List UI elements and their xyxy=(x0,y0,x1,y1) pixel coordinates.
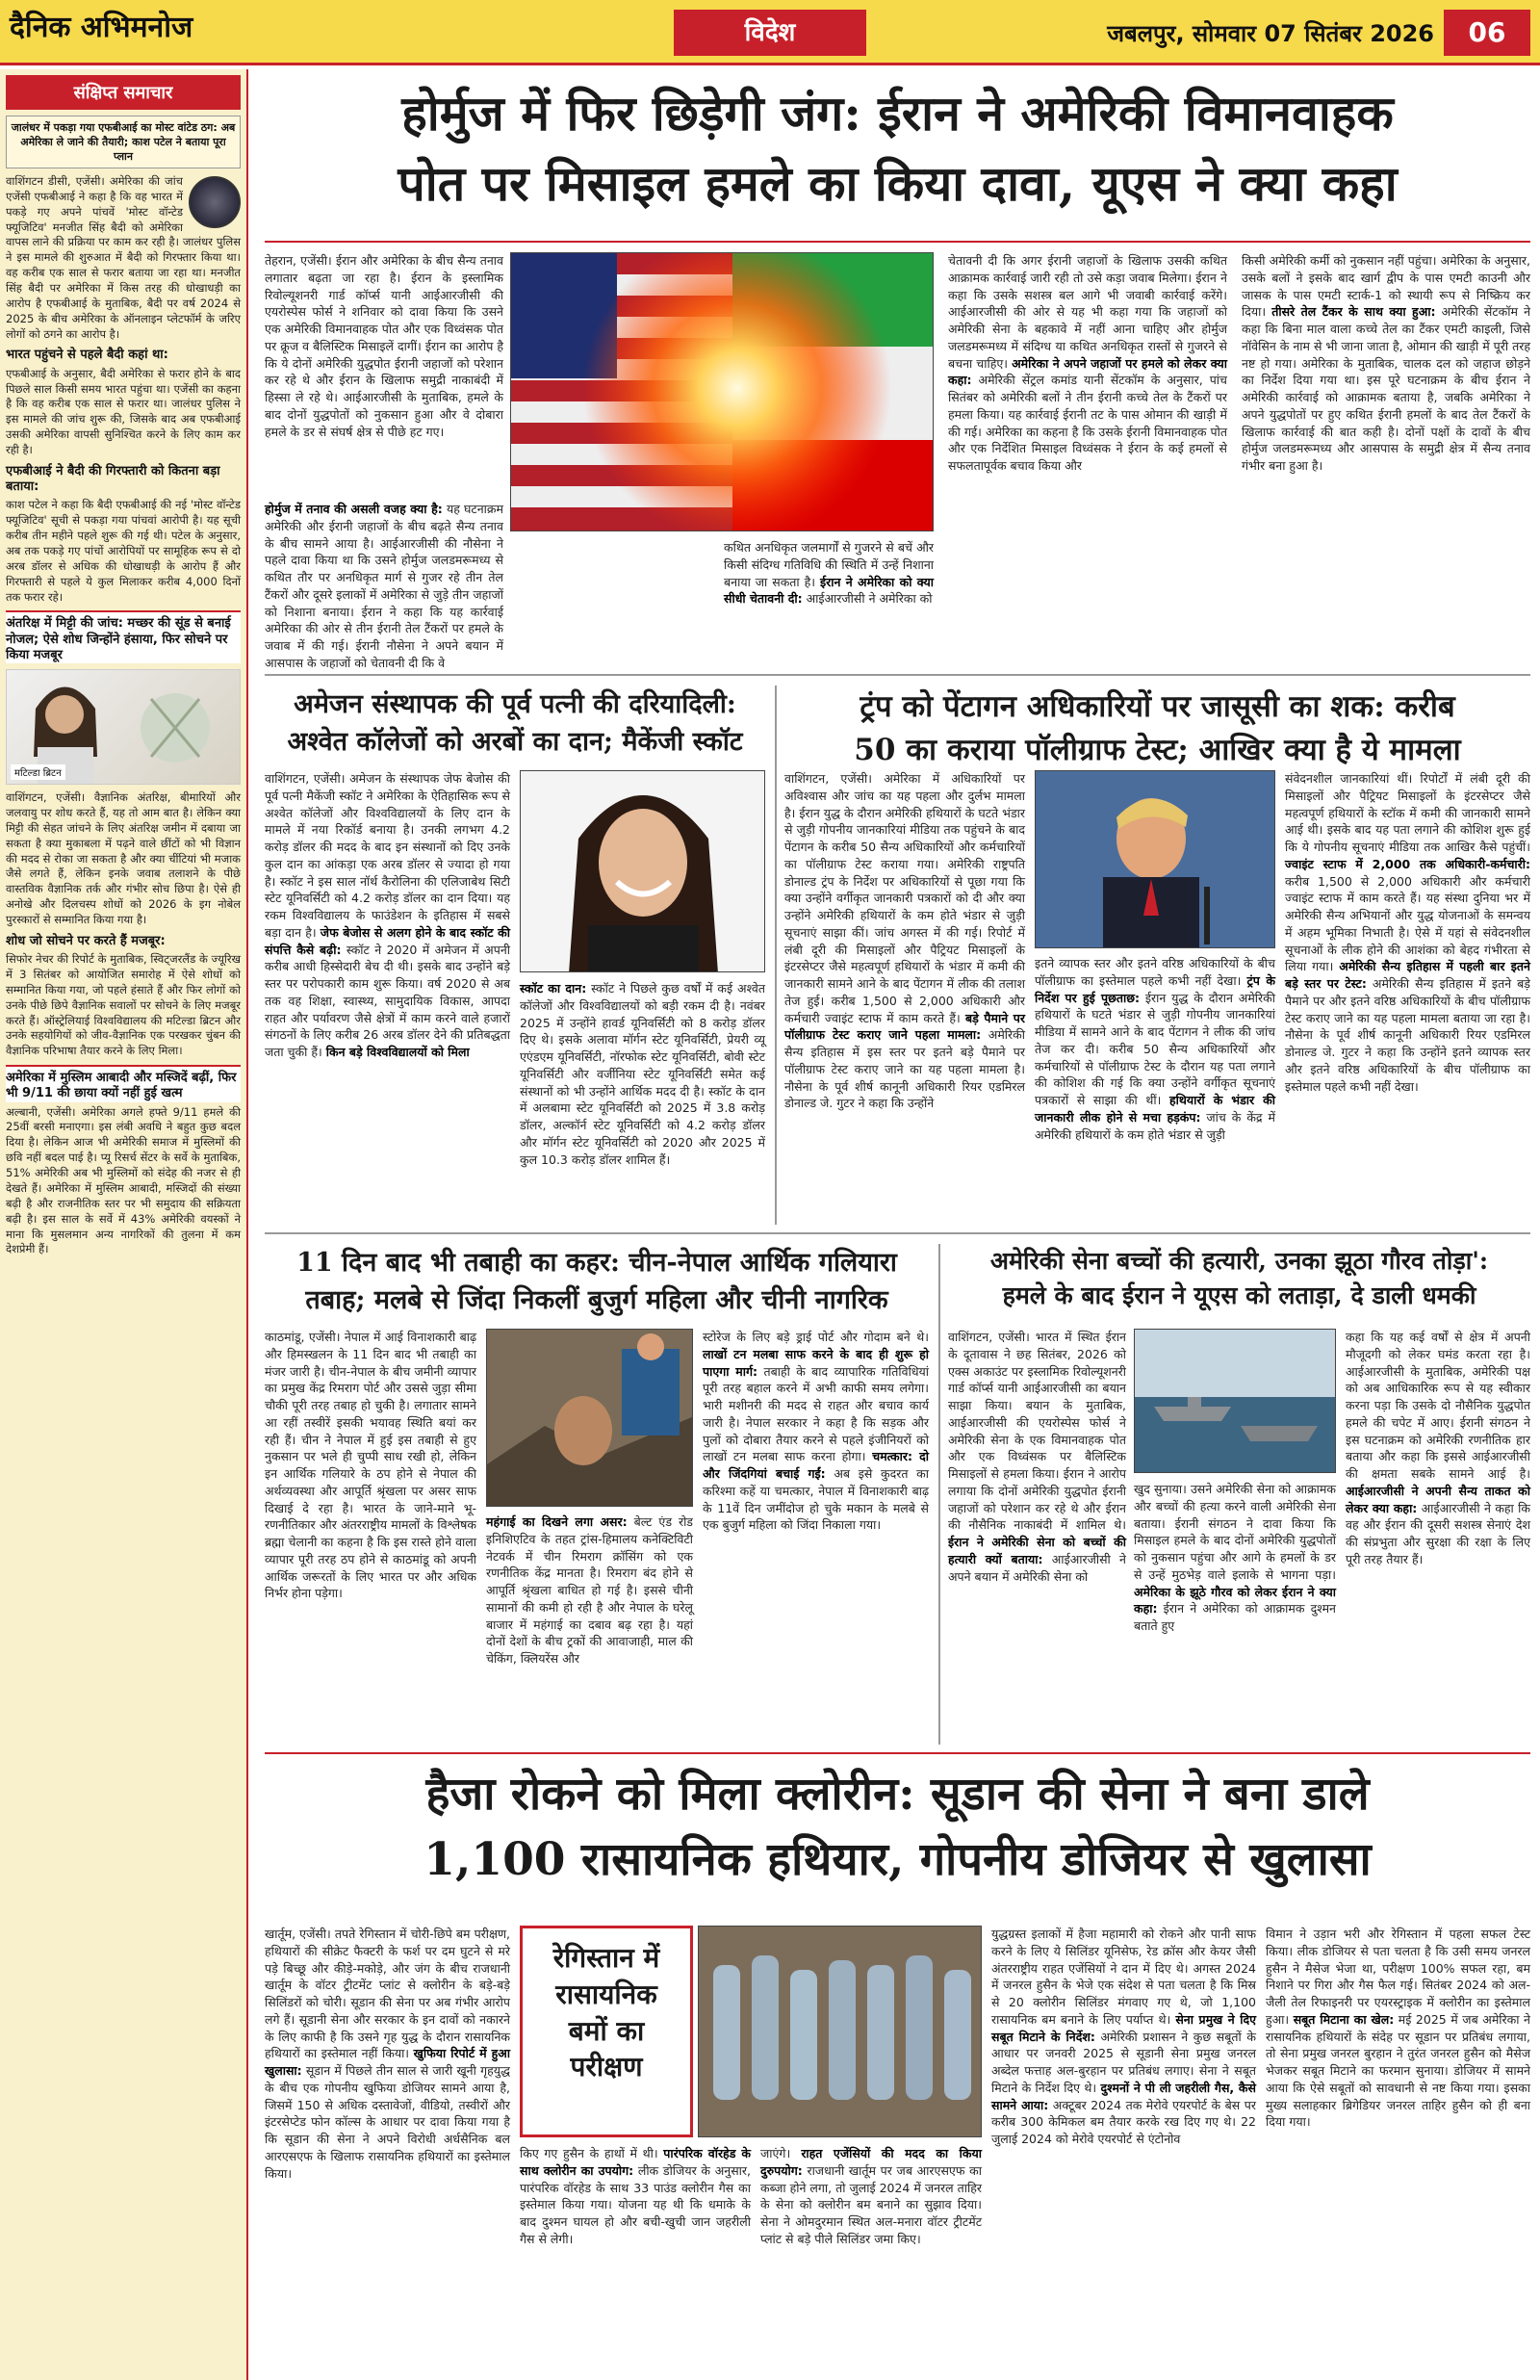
brief-intro-headline: जालंधर में पकड़ा गया एफबीआई का मोस्ट वांटेड ठग: अब अमेरिका ले जाने की तैयारी; काश पटेल ने बताया पूरा प्लान xyxy=(6,116,241,168)
mackenzie-col2: स्कॉट ने पिछले कुछ वर्षों में कई अश्वेत कॉलेजों और विश्वविद्यालयों को बड़ी रकम दी है। नवंबर 2025 में उन्होंने हावर्ड यूनिवर्सिटी को 8 करोड़ डॉलर दिए थे। इसके अलावा मॉर्गन स्टेट यूनिवर्सिटी, प्रेयरी व्यू एएंडएम यूनिवर्सिटी, नॉरफोक स्टेट यूनिवर्सिटी, बोवी स्टेट यूनिवर्सिटी और वर्जीनिया स्टेट यूनिवर्सिटी समेत कई संस्थानों को भी उन्होंने आर्थिक मदद दी है। स्कॉट के दान में अलबामा स्टेट यूनिवर्सिटी को 2025 में 3.8 करोड़ डॉलर, अल्कॉर्न स्टेट यूनिवर्सिटी को 4.2 करोड़ डॉलर और मॉर्गन स्टेट यूनिवर्सिटी को 2020 और 2025 में कुल 10.3 करोड़ डॉलर शामिल हैं। xyxy=(520,981,765,1167)
brief-headline: अंतरिक्ष में मिट्टी की जांच: मच्छर की सूंड से बनाई नोजल; ऐसे शोध जिन्होंने हंसाया, फिर सोचने पर किया मजबूर xyxy=(6,610,241,663)
trump-col2c: जांच के केंद्र में अमेरिकी हथियारों के कम होते भंडार से जुड़ी xyxy=(1035,1109,1275,1142)
trump-subhead: हथियारों के भंडार की जानकारी लीक होने से मचा हड़कंप: xyxy=(1035,1093,1275,1125)
nepal-subhead: महंगाई का दिखने लगा असर: xyxy=(486,1514,628,1529)
trump-col1-wrap xyxy=(784,770,1025,1112)
nepal-subhead: चमत्कार: दो और जिंदगियां बचाई गईं: xyxy=(703,1449,929,1481)
divider xyxy=(265,674,1530,676)
lead-col3-wrap xyxy=(948,252,1227,475)
nepal-rescue-photo xyxy=(486,1329,693,1507)
divider xyxy=(265,241,1530,243)
lead-col1b-wrap xyxy=(265,501,503,672)
explosion-icon xyxy=(583,253,891,531)
trump-subhead: बड़े पैमाने पर पॉलीग्राफ टेस्ट कराए जाने पहला मामला: xyxy=(784,1010,1025,1043)
sudan-subhead: राहत एजेंसियों की मदद का किया दुरुपयोग: xyxy=(760,2146,982,2178)
fingerprint-icon xyxy=(189,176,241,228)
brief-body: सिफोर नेचर की रिपोर्ट के मुताबिक, स्विट्जरलैंड के ज्यूरिख में 3 सितंबर को आयोजित समारोह में ऐसे शोधों को सम्मानित किया गया, जो पहले हंसाते हैं और फिर लोगों को उनके पीछे छिपे वैज्ञानिक सवालों पर सोचने के लिए मजबूर करते हैं। ऑस्ट्रेलियाई विश्वविद्यालय की मटिल्डा ब्रिटन और उनके सहयोगियों को जीव-वैज्ञानिक एक परखकर चुंबन की वैज्ञानिक परिभाषा तैयार करने के लिए मिला। xyxy=(6,952,241,1058)
dateline: जबलपुर, सोमवार 07 सितंबर 2026 xyxy=(1107,20,1434,47)
lead-col2b: आईआरजीसी ने अमेरिका को xyxy=(806,591,933,607)
trump-col1: वाशिंगटन, एजेंसी। अमेरिका में अधिकारियों पर अविश्वास और जांच का यह पहला और दुर्लभ मामला है। ईरान युद्ध के दौरान अमेरिकी हथियारों के घटते भंडार से जुड़ी गोपनीय जानकारियां मीडिया तक पहुंचने के बाद पेंटागन के करीब 50 सैन्य अधिकारियों और कर्मचारियों का पॉलीग्राफ टेस्ट कराया गया। अमेरिकी राष्ट्रपति डोनाल्ड ट्रंप के निर्देश पर अधिकारियों से पूछा गया कि क्या उन्होंने वर्गीकृत जानकारी पत्रकारों को दी और क्या उन्होंने अमेरिकी हथियारों के कम होते भंडार से जुड़ी सूचनाएं साझा कीं। जांच अगस्त में की गई। रिपोर्ट में लंबी दूरी की मिसाइलों और पैट्रियट मिसाइलों के इंटरसेप्टर जैसे महत्वपूर्ण हथियारों के भंडार में कमी की जानकारी सामने आने के बाद पेंटागन में लीक की तलाश तेज हुई। करीब 1,500 से 2,000 अधिकारी और कर्मचारी ज्वाइंट स्टाफ में काम करते हैं। xyxy=(784,771,1025,1025)
trump-headline-line1: ट्रंप को पेंटागन अधिकारियों पर जासूसी का शक: करीब xyxy=(860,689,1455,724)
divider xyxy=(938,1244,940,1745)
sudan-col1b: सूडान में पिछले तीन साल से जारी खूनी गृहयुद्ध के बीच एक गोपनीय खुफिया डोजियर सामने आया है, जिसमें 150 से अधिक दस्तावेजों, वीडियो, तस्वीरों और इंटरसेप्टेड फोन कॉल्स के आधार पर दावा किया गया है कि सूडान की सेना ने अपने विरोधी अर्धसैनिक बल आरएसएफ के खिलाफ रासायनिक हथियारों का इस्तेमाल किया। xyxy=(265,2063,510,2181)
portrait-caption: मटिल्डा ब्रिटन xyxy=(11,764,65,780)
lead-col1: तेहरान, एजेंसी। ईरान और अमेरिका के बीच सैन्य तनाव लगातार बढ़ता जा रहा है। ईरान के इस्लामिक रिवोल्यूशनरी गार्ड कॉर्प्स यानी आईआरजीसी की एयरोस्पेस फोर्स ने शनिवार को दावा किया कि उसने एक अमेरिकी विमानवाहक पोत और एक विध्वंसक पोत पर क्रूज व बैलिस्टिक मिसाइलें दागीं। ईरान का आरोप है कि ये दोनों अमेरिकी युद्धपोत ईरानी जहाजों को परेशान कर रहे थे और ईरान के खिलाफ समुद्री नाकाबंदी में हिस्सा ले रहे थे। आईआरजीसी के मुताबिक, हमले के बाद दोनों युद्धपोतों को नुकसान हुआ और वे दोबारा हमले के डर से संघर्ष क्षेत्र से पीछे हट गए। xyxy=(265,253,503,439)
iran-col1-wrap xyxy=(948,1329,1126,1585)
nepal-col1: काठमांडू, एजेंसी। नेपाल में आई विनाशकारी बाढ़ और हिमस्खलन के 11 दिन बाद भी तबाही का मंजर जारी है। चीन-नेपाल के बीच जमीनी व्यापार का प्रमुख केंद्र रिमराग पोर्ट और उससे जुड़ा सीमा चौकी पूरी तरह तबाह हो चुकी है। लगातार सामने आ रहीं तस्वीरें इसकी भयावह स्थिति बयां कर रही हैं। चीन ने नेपाल में हुई इस तबाही से हुए नुकसान पर भले ही चुप्पी साध रखी हो, लेकिन इन आर्थिक गलियारे के ठप होने से नेपाल की अर्थव्यवस्था और आपूर्ति श्रृंखला पर असर साफ दिखाई दे रहा है। भारत के जाने-माने भू-रणनीतिकार और अंतरराष्ट्रीय मामलों के विश्लेषक ब्रह्मा चेलानी का कहना है कि इस रास्ते होने वाला व्यापार पूरी तरह ठप होने से काठमांडू को अपनी आर्थिक जरूरतों के लिए भारत पर और अधिक निर्भर होना पड़ेगा। xyxy=(265,1330,476,1601)
trump-subhead: अमेरिकी सैन्य इतिहास में पहली बार इतने बड़े स्तर पर टेस्ट: xyxy=(1285,959,1530,991)
sudan-subhead: दुश्मनों ने पी ली जहरीली गैस, कैसे सामने आया: xyxy=(991,2080,1256,2112)
section-label: विदेश xyxy=(674,10,866,56)
trump-col3-wrap xyxy=(1285,770,1530,1095)
trump-col3b: करीब 1,500 से 2,000 अधिकारी और कर्मचारी ज्वाइंट स्टाफ में काम करते हैं। यह संस्था दुनिया भर में अमेरिकी सैन्य अभियानों और युद्ध योजनाओं के समन्वय में अहम भूमिका निभाती है। ऐसे में यहां से संवेदनशील सूचनाओं के लीक होने की आशंका को बेहद गंभीरता से लिया गया। xyxy=(1285,873,1530,974)
trump-subhead: ज्वाइंट स्टाफ में 2,000 तक अधिकारी-कर्मचारी: xyxy=(1285,856,1530,871)
mackenzie-col1-wrap xyxy=(265,770,510,1061)
lead-col3b: अमेरिकी सेंट्रल कमांड यानी सेंटकॉम के अनुसार, पांच सितंबर को अमेरिकी बलों ने तीन ईरानी कच्चे तेल के टैंकरों पर हमला किया। यह कार्रवाई ईरानी तट के पास ओमान की खाड़ी में की गई। अमेरिका का कहना है कि उसके ईरानी विमानवाहक पोत और एक निर्देशित मिसाइल विध्वंसक ने ईरान के कई हमलों से सफलतापूर्वक बचाव किया और xyxy=(948,373,1227,473)
iran-col3b: आईआरजीसी ने कहा कि वह और ईरान की दूसरी सशस्त्र सेनाएं देश की संप्रभुता और सुरक्षा की रक्षा के लिए पूरी तरह तैयार हैं। xyxy=(1346,1500,1530,1566)
lead-subhead: होर्मुज में तनाव की असली वजह क्या है: xyxy=(265,502,443,516)
nepal-col2-wrap xyxy=(486,1513,693,1668)
page-number: 06 xyxy=(1444,10,1530,56)
lead-photo-flags xyxy=(510,252,934,531)
nepal-headline-line1: 11 दिन बाद भी तबाही का कहर: चीन-नेपाल आर्थिक गलियारा xyxy=(296,1248,897,1278)
sudan-col4c: अक्टूबर 2024 तक मेरोवे एयरपोर्ट के बेस पर करीब 300 केमिकल बम तैयार करके रख दिए गए थे। 22 जुलाई 2024 को मेरोवे एयरपोर्ट से एंटोनोव xyxy=(991,2097,1256,2146)
lead-subhead: ईरान ने अमेरिका को क्या सीधी चेतावनी दी: xyxy=(724,574,934,607)
trump-col2: इतने व्यापक स्तर और इतने वरिष्ठ अधिकारियों के बीच पॉलीग्राफ का इस्तेमाल पहले कभी नहीं देखा। xyxy=(1035,956,1275,988)
lead-col3: चेतावनी दी कि अगर ईरानी जहाजों के खिलाफ उसकी कथित आक्रामक कार्रवाई जारी रही तो उसे कड़ा जवाब मिलेगा। ईरान ने कहा कि उसके सशस्त्र बल आगे भी जवाबी कार्रवाई करेंगे। आईआरजीसी की ओर से यह भी कहा गया कि जहाजों को अमेरिकी सेना के बहकावे में नहीं आना चाहिए और होर्मुज जलडमरूमध्य में संदिग्ध या कथित अनधिकृत रास्तों से गुजरने से बचना चाहिए। xyxy=(948,253,1227,371)
divider xyxy=(265,1752,1530,1754)
brief-subhead: शोध जो सोचने पर करते हैं मजबूर: xyxy=(6,933,166,948)
mackenzie-subhead: स्कॉट का दान: xyxy=(520,981,587,996)
portrait-figure xyxy=(521,771,765,972)
sudan-subhead: सेना प्रमुख ने दिए सबूत मिटाने के निर्देश: xyxy=(991,2011,1257,2044)
sudan-col4-wrap xyxy=(991,1926,1256,2148)
lead-headline-line1: होर्मुज में फिर छिड़ेगी जंग: ईरान ने अमेरिकी विमानवाहक xyxy=(401,85,1394,142)
sudan-headline-line2: 1,100 रासायनिक हथियार, गोपनीय डोजियर से खुलासा xyxy=(424,1833,1372,1887)
sudan-col3b: राजधानी खार्तूम पर जब आरएसएफ का कब्जा होने लगा, तो जुलाई 2024 में जनरल ताहिर के सेना को क्लोरीन बम बनाने का सुझाव दिया। सेना ने ओमदुरमान स्थित अल-मनारा वॉटर ट्रीटमेंट प्लांट से बड़े पीले सिलिंडर जमा किए। xyxy=(760,2162,982,2246)
sudan-col1-wrap xyxy=(265,1926,510,2182)
mackenzie-photo xyxy=(520,770,765,972)
sudan-col5: विमान ने उड़ान भरी और रेगिस्तान में पहला सफल टेस्ट किया। लीक डोजियर से पता चलता है कि उसी समय जनरल हुसैन ने मैसेज भेजा था, परीक्षण 100% सफल रहा, बम निशाने पर गिरा और गैस फैल गई। सितंबर 2024 को अल-जैली तेल रिफाइनरी पर एयरस्ट्राइक में क्लोरीन का इस्तेमाल हुआ। xyxy=(1266,1927,1530,2027)
brief-body: वाशिंगटन डीसी, एजेंसी। अमेरिका की जांच एजेंसी एफबीआई ने कहा है कि वह भारत में पकड़े गए अपने पांचवें 'मोस्ट वॉन्टेड फ्यूजिटिव' मनजीत सिंह बैदी को अमेरिका वापस लाने की प्रक्रिया पर काम कर रही है। जालंधर पुलिस ने इस मामले की शुरुआत में बैदी को गिरफ्तार किया था। वह करीब एक साल से फरार बताया जा रहा था। मनजीत सिंह बैदी पर अमेरिका में किस तरह की धोखाधड़ी का आरोप है एफबीआई के मुताबिक, बैदी पर वर्ष 2024 से 2025 के बीच अमेरिका के ऑनलाइन प्लेटफॉर्म के जरिए लोगों को ठगने का आरोप है। xyxy=(6,174,241,341)
brief-body: अल्बानी, एजेंसी। अमेरिका अगले हफ्ते 9/11 हमले की 25वीं बरसी मनाएगा। इस लंबी अवधि ने बहुत कुछ बदल दिया है। लेकिन आज भी अमेरिकी समाज में मुस्लिमों की छवि नहीं बदल पाई है। प्यू रिसर्च सेंटर के सर्वे के मुताबिक, 51% अमेरिकी अब भी मुस्लिमों को संदेह की नजर से ही देखते हैं। अमेरिका में मुस्लिम आबादी, मस्जिदों की संख्या बढ़ी है और राजनीतिक स्तर पर भी समुदाय की सक्रियता बढ़ी है। इस साल के सर्वे में 43% अमेरिकी वयस्कों ने माना कि मुसलमान अन्य नागरिकों की तुलना में कम देशप्रेमी हैं। xyxy=(6,1104,241,1256)
iran-col2b: ईरान ने अमेरिका को आक्रामक दुश्मन बताते हुए xyxy=(1134,1601,1336,1633)
iran-col3: कहा कि यह कई वर्षों से क्षेत्र में अपनी मौजूदगी को लेकर घमंड करता रहा है। आईआरजीसी के मुताबिक, अमेरिकी पक्ष को अब आधिकारिक रूप से यह स्वीकार करना पड़ा कि उसके दो नौसैनिक युद्धपोत हमले की चपेट में आए। ईरानी संगठन ने इस घटनाक्रम को अमेरिकी रणनीतिक हार बताया और कहा कि इससे आईआरजीसी की क्षमता सबके सामने आई है। xyxy=(1346,1330,1530,1481)
nepal-col3b: तबाही के बाद व्यापारिक गतिविधियां पूरी तरह बहाल करने में अभी काफी समय लगेगा। भारी मशीनरी की मदद से राहत और बचाव कार्य जारी है। नेपाल सरकार ने कहा है कि सड़क और पुलों को दोबारा तैयार करने से पहले इंजीनियरों को लाखों टन मलबा साफ करना होगा। xyxy=(703,1363,929,1464)
speaker-figure xyxy=(1036,771,1275,948)
sudan-headline xyxy=(265,1762,1530,1893)
sudan-col4: युद्धग्रस्त इलाकों में हैजा महामारी को रोकने और पानी साफ करने के लिए ये सिलिंडर यूनिसेफ, रेड क्रॉस और केयर जैसी अंतरराष्ट्रीय राहत एजेंसियों ने दान में दिए थे। अगस्त 2024 में जनरल हुसैन के भेजे एक संदेश से पता चलता है कि मिस्र से 20 क्लोरीन सिलिंडर मंगवाए गए थे, जो 1,100 रासायनिक बम बनाने के लिए पर्याप्त थे। xyxy=(991,1927,1256,2027)
brief-body: वाशिंगटन, एजेंसी। वैज्ञानिक अंतरिक्ष, बीमारियों और जलवायु पर शोध करते हैं, यह तो आम बात है। लेकिन क्या मिट्टी की सेहत जांचने के लिए अंतरिक्ष जमीन में दबाया जा सकता है क्या मुकाबला में पढ़ने वाले छींटों को भी विज्ञान की मदद से रोका जा सकता है और क्या चींटियां भी मजाक जैसे लगते हैं, लेकिन इनके जवाब तलाशने के पीछे वास्तविक वैज्ञानिक तर्क और गंभीर सोच छिपा है। ऐसे ही अनोखे और दिलचस्प शोधों को 2026 के इग नोबेल पुरस्कारों से सम्मानित किया गया है। xyxy=(6,790,241,926)
iran-col3-wrap xyxy=(1346,1329,1530,1568)
briefs-column xyxy=(0,69,248,2380)
mackenzie-headline-line1: अमेजन संस्थापक की पूर्व पत्नी की दरियादिली: xyxy=(294,689,736,719)
brief-body: काश पटेल ने कहा कि बैदी एफबीआई की नई 'मोस्ट वॉन्टेड फ्यूजिटिव' सूची से पकड़ा गया पांचवां आरोपी है। यह सूची करीब तीन महीने पहले शुरू की गई थी। पटेल के अनुसार, अब तक पकड़े गए पांचों आरोपियों पर सामूहिक रूप से दो अरब डॉलर से अधिक की धोखाधड़ी के आरोप हैं और गिरफ्तारी से पहले ये कुल मिलाकर करीब 4,000 दिनों तक फरार रहे। xyxy=(6,498,241,604)
trump-headline-line2: 50 का कराया पॉलीग्राफ टेस्ट; आखिर क्या है ये मामला xyxy=(854,732,1461,767)
divider xyxy=(265,1232,1530,1234)
sudan-subhead: खुफिया रिपोर्ट में हुआ खुलासा: xyxy=(265,2046,510,2078)
sudan-col2-wrap xyxy=(520,2145,751,2248)
iran-subhead: ईरान ने अमेरिकी सेना को बच्चों की हत्यारी क्यों बताया: xyxy=(948,1535,1126,1566)
iran-headline-line1: अमेरिकी सेना बच्चों की हत्यारी, उनका झूठा गौरव तोड़ा': xyxy=(989,1247,1489,1275)
sudan-subhead: पारंपरिक वॉरहेड के साथ क्लोरीन का उपयोग: xyxy=(520,2146,751,2178)
ships-at-sea-image xyxy=(1135,1330,1336,1473)
mackenzie-headline-line2: अश्वेत कॉलेजों को अरबों का दान; मैकेंजी स्कॉट xyxy=(287,727,743,758)
sudan-bombs-photo xyxy=(698,1926,982,2137)
sudan-col5-wrap xyxy=(1266,1926,1530,2131)
lead-subhead: अमेरिका ने अपने जहाजों पर हमले को लेकर क्या कहा: xyxy=(948,355,1227,388)
flag-explosion-image xyxy=(511,253,934,531)
trump-subhead: ट्रंप के निर्देश पर हुई पूछताछ: xyxy=(1035,972,1275,1005)
brief-subhead: भारत पहुंचने से पहले बैदी कहां था: xyxy=(6,348,168,363)
brief-headline: अमेरिका में मुस्लिम आबादी और मस्जिदें बढ़ीं, फिर भी 9/11 की छाया क्यों नहीं हुई खत्म xyxy=(6,1065,241,1102)
sudan-col5b: मई 2025 में जब अमेरिका ने रासायनिक हथियारों के संदेह पर सूडान पर प्रतिबंध लगाया, तो सेना प्रमुख जनरल बुरहान ने तुरंत जनरल हुसैन को मैसेज भेजकर सबूत मिटाने का फरमान सुनाया। डोजियर में सामने आया कि ऐसे सबूतों को सावधानी से नष्ट किया गया। इसका मुख्य सलाहकार ब्रिगेडियर जनरल ताहिर हुसैन को ही बना दिया गया। xyxy=(1266,2011,1530,2130)
lead-col4b: अमेरिकी सेंटकॉम ने कहा कि बिना माल वाला कच्चे तेल का टैंकर एमटी काइली, जिसे नॉवेसिन के नाम से भी जाना जाता है, ओमान की खाड़ी में पूरी तरह नष्ट हो गया। अमेरिका के मुताबिक, चालक दल को जहाज छोड़ने का निर्देश दिया गया था। इस पूरे घटनाक्रम के बीच ईरान ने अमेरिकी कार्रवाई को आक्रामक बताया है, जबकि अमेरिका ने अपने युद्धपोतों पर हुए कथित ईरानी हमलों के बाद तेल टैंकरों के खिलाफ कार्रवाई की बात कही है। दोनों पक्षों के दावों के बीच होर्मुज जलडमरूमध्य और आसपास के समुद्री क्षेत्र में सैन्य तनाव गंभीर बना हुआ है। xyxy=(1242,304,1531,473)
trump-col1b: अमेरिकी सैन्य इतिहास में इस स्तर पर इतने बड़े पैमाने पर पॉलीग्राफ टेस्ट कराए जाने का यह पहला मामला है। नौसेना के पूर्व शीर्ष कानूनी अधिकारी रियर एडमिरल डोनाल्ड जे. गुटर ने कहा कि उन्होंने xyxy=(784,1027,1025,1111)
lead-headline-line2: पोत पर मिसाइल हमले का किया दावा, यूएस ने क्या कहा xyxy=(398,154,1398,212)
iran-headline xyxy=(948,1244,1530,1314)
lead-subhead: तीसरे तेल टैंकर के साथ क्या हुआ: xyxy=(1271,304,1436,320)
iran-subhead: आईआरजीसी ने अपनी सैन्य ताकत को लेकर क्या कहा: xyxy=(1346,1483,1530,1515)
sudan-col3: जाएंगे। xyxy=(760,2146,791,2160)
mackenzie-col1b: स्कॉट ने 2020 में अमेजन में अपनी करीब आधी हिस्सेदारी बेच दी थी। इसके बाद उन्होंने बड़े स्तर पर परोपकारी काम शुरू किया। वर्ष 2020 से अब तक वह शिक्षा, स्वास्थ्य, सामुदायिक विकास, आपदा राहत और पर्यावरण जैसे क्षेत्रों में काम करने वाले हजारों संगठनों के लिए करीब 26 अरब डॉलर देने की प्रतिबद्धता जता चुकी हैं। xyxy=(265,942,510,1059)
mackenzie-headline xyxy=(265,686,765,761)
nepal-headline-line2: तबाह; मलबे से जिंदा निकलीं बुजुर्ग महिला और चीनी नागरिक xyxy=(305,1285,888,1316)
brief-body: एफबीआई के अनुसार, बैदी अमेरिका से फरार होने के बाद पिछले साल किसी समय भारत पहुंचा था। एजेंसी का कहना है कि वह करीब एक साल से फरार था। जालंधर पुलिस ने इस मामले की जांच शुरू की, जिसके बाद अब एफबीआई उसकी अमेरिका वापसी सुनिश्चित करने के लिए काम कर रही है। xyxy=(6,366,241,456)
sudan-subhead: सबूत मिटाना का खेल: xyxy=(1293,2011,1395,2027)
sudan-headline-line1: हैजा रोकने को मिला क्लोरीन: सूडान की सेना ने बना डाले xyxy=(425,1768,1370,1821)
iran-col1b: आईआरजीसी ने अपने बयान में अमेरिकी सेना को xyxy=(948,1551,1126,1584)
brief-subhead: एफबीआई ने बैदी की गिरफ्तारी को कितना बड़ा बताया: xyxy=(6,463,220,495)
sudan-col2b: लीक डोजियर के अनुसार, पारंपरिक वॉरहेड के साथ 33 पाउंड क्लोरीन गैस का इस्तेमाल किया गया। योजना यह थी कि धमाके के बाद दुश्मन घायल हो और बची-खुची जान जहरीली गैस से लेगी। xyxy=(520,2162,751,2246)
nepal-subhead: लाखों टन मलबा साफ करने के बाद ही शुरू हो पाएगा मार्ग: xyxy=(703,1346,929,1379)
iran-col2: खुद सुनाया। उसने अमेरिकी सेना को आक्रामक और बच्चों की हत्या करने वाली अमेरिकी सेना बताया। ईरानी संगठन ने दावा किया कि मिसाइल हमले के बाद दोनों अमेरिकी युद्धपोतों को नुकसान पहुंचा और आगे के हमलों के डर से उन्हें मुठभेड़ वाले इलाके से भागना पड़ा। xyxy=(1134,1482,1336,1582)
nepal-col3c: अब इसे कुदरत का करिश्मा कहें या चमत्कार, नेपाल में विनाशकारी बाढ़ के 11वें दिन जमींदोज हो चुके मकान के मलबे से एक बुजुर्ग महिला को जिंदा निकाला गया। xyxy=(703,1466,929,1533)
divider xyxy=(775,686,777,1225)
iran-col1: वाशिंगटन, एजेंसी। भारत में स्थित ईरान के दूतावास ने छह सितंबर, 2026 को एक्स अकाउंट पर इस्लामिक रिवोल्यूशनरी गार्ड कॉर्प्स यानी आईआरजीसी का बयान साझा किया। बयान के मुताबिक, आईआरजीसी की एयरोस्पेस फोर्स ने अमेरिकी सेना के एक विमानवाहक पोत और एक विध्वंसक पर बैलिस्टिक मिसाइलों से हमला किया। ईरान ने आरोप लगाया कि दोनों अमेरिकी युद्धपोत ईरानी जहाजों को परेशान कर रहे थे और ईरान की नौसैनिक नाकाबंदी में शामिल थे। xyxy=(948,1330,1126,1533)
trump-col3: संवेदनशील जानकारियां थीं। रिपोर्टों में लंबी दूरी की मिसाइलों और पैट्रियट मिसाइलों के इंटरसेप्टर जैसे महत्वपूर्ण हथियारों के स्टॉक में कमी की जानकारी सामने आई थी। इसके बाद यह पता लगाने की कोशिश शुरू हुई कि ये गोपनीय सूचनाएं मीडिया तक आखिर कैसे पहुंचीं। xyxy=(1285,771,1530,854)
chemical-bombs-image xyxy=(699,1927,982,2137)
nepal-col3: स्टोरेज के लिए बड़े ड्राई पोर्ट और गोदाम बने थे। xyxy=(703,1330,929,1344)
sudan-callout-box: रेगिस्तान में रासायनिक बमों का परीक्षण xyxy=(520,1926,693,2137)
trump-col2-wrap xyxy=(1035,955,1275,1143)
sudan-col1: खार्तूम, एजेंसी। तपते रेगिस्तान में चोरी-छिपे बम परीक्षण, हथियारों की सीक्रेट फैक्टरी के फर्श पर दम घुटने से मरे पड़े बिच्छू और कीड़े-मकोड़े, और जंग के बीच राजधानी खार्तूम के वॉटर ट्रीटमेंट प्लांट से क्लोरीन के बड़े-बड़े सिलिंडरों को चोरी। सूडान की सेना पर अब गंभीर आरोप लगे हैं। सूडानी सेना और सरकार के इन दावों को नकारने के लिए काफी है कि उसने गृह युद्ध के दौरान रासायनिक हथियारों का इस्तेमाल नहीं किया। xyxy=(265,1927,510,2061)
sudan-col4b: अमेरिकी प्रशासन ने कुछ सबूतों के आधार पर जनवरी 2025 से सूडानी सेना प्रमुख जनरल अब्देल फत्ताह अल-बुरहान पर प्रतिबंध लगाए। सेना ने सबूत मिटाने के निर्देश दिए थे। xyxy=(991,2029,1256,2095)
masthead xyxy=(0,0,1540,65)
lead-headline xyxy=(265,79,1530,219)
warships-photo xyxy=(1134,1329,1336,1473)
lead-col2-wrap xyxy=(724,539,934,608)
lead-col2: कथित अनधिकृत जलमार्गों से गुजरने से बचें और किसी संदिग्ध गतिविधि की स्थिति में उन्हें निशाना बनाया जा सकता है। xyxy=(724,540,934,589)
mackenzie-col1: वाशिंगटन, एजेंसी। अमेजन के संस्थापक जेफ बेजोस की पूर्व पत्नी मैकेंजी स्कॉट ने अमेरिका के ऐतिहासिक रूप से अश्वेत कॉलेजों और विश्वविद्यालयों के लिए दान के मामले में नया रिकॉर्ड बनाया है। उनकी लगभग 4.2 करोड़ डॉलर की मदद के बाद इन संस्थानों को दिए उनके कुल दान का आंकड़ा एक अरब डॉलर से ज्यादा हो गया है। स्कॉट ने इस साल नॉर्थ कैरोलिना की एलिजाबेथ सिटी स्टेट यूनिवर्सिटी को 4.2 करोड़ डॉलर का दान दिया। यह रकम विश्वविद्यालय के फाउंडेशन के इतिहास में सबसे बड़ा दान है। xyxy=(265,771,510,940)
trump-headline xyxy=(784,686,1530,772)
iran-col2-wrap xyxy=(1134,1481,1336,1635)
iran-subhead: अमेरिका के झूठे गौरव को लेकर ईरान ने क्या कहा: xyxy=(1134,1584,1336,1617)
sudan-col3-wrap xyxy=(760,2145,982,2248)
mackenzie-subhead: किन बड़े विश्वविद्यालयों को मिला xyxy=(325,1045,470,1059)
trump-photo xyxy=(1035,770,1275,948)
trump-col3c: अमेरिकी सैन्य इतिहास में इतने बड़े पैमाने पर और इतने वरिष्ठ अधिकारियों के बीच पॉलीग्राफ टेस्ट कराए जाने का यह पहला मामला बताया जा रहा है। नौसेना के पूर्व शीर्ष कानूनी अधिकारी रियर एडमिरल डोनाल्ड जे. गुटर ने कहा कि उन्होंने इतने व्यापक स्तर और इतने वरिष्ठ अधिकारियों के बीच पॉलीग्राफ का इस्तेमाल पहले कभी नहीं देखा। xyxy=(1285,976,1530,1094)
newspaper-logo: दैनिक अभिमनोज xyxy=(10,11,193,44)
lead-col4-wrap xyxy=(1242,252,1530,475)
sudan-col2: किए गए हुसैन के हाथों में थी। xyxy=(520,2146,658,2160)
rubble-rescue-image xyxy=(487,1330,693,1507)
mackenzie-subhead: जेफ बेजोस से अलग होने के बाद स्कॉट की संपत्ति कैसे बढ़ी: xyxy=(265,924,511,957)
iran-headline-line2: हमले के बाद ईरान ने यूएस को लताड़ा, दे डाली धमकी xyxy=(1002,1281,1476,1310)
briefs-header: संक्षिप्त समाचार xyxy=(6,75,241,110)
lead-col1b: यह घटनाक्रम अमेरिकी और ईरानी जहाजों के बीच बढ़ते सैन्य तनाव के बीच सामने आया है। आईआरजीसी की नौसेना ने पहले दावा किया था कि उसने होर्मुज जलडमरूमध्य से कथित तौर पर अनधिकृत मार्ग से गुजर रहे तीन तेल टैंकरों और दूसरे इलाकों में अमेरिका से जुड़े तीन जहाजों को निशाना बनाया। ईरान ने कहा कि यह कार्रवाई अमेरिका की ओर से तीन ईरानी तेल टैंकरों पर हमले के जवाब में की गई। ईरानी नौसेना ने अपने बयान में आसपास के जहाजों को चेतावनी दी कि वे xyxy=(265,502,503,670)
mackenzie-col2-wrap xyxy=(520,980,765,1168)
nepal-col3-wrap xyxy=(703,1329,929,1534)
trump-col2b: ईरान युद्ध के दौरान अमेरिकी हथियारों के घटते भंडार से जुड़ी गोपनीय जानकारियां मीडिया में सामने आने के बाद पेंटागन ने लीक की जांच तेज कर दी। करीब 50 सैन्य अधिकारियों और कर्मचारियों से पॉलीग्राफ टेस्ट के दौरान यह पता लगाने की कोशिश की गई कि क्या उन्होंने वर्गीकृत सूचनाएं पत्रकारों से साझा की थीं। xyxy=(1035,990,1275,1107)
nepal-headline xyxy=(265,1244,929,1319)
nepal-col2: बेल्ट एंड रोड इनिशिएटिव के तहत ट्रांस-हिमालय कनेक्टिविटी नेटवर्क में चीन रिमराग क्रॉसिंग को एक रणनीतिक केंद्र मानता है। रिमराग बंद होने से आपूर्ति श्रृंखला बाधित हो गई है। इससे चीनी सामानों की कमी हो रही है और नेपाल के घरेलू बाजार में महंगाई का दबाव बढ़ रहा है। यहां दोनों देशों के बीच ट्रकों की आवाजाही, माल की चेकिंग, क्लियरेंस और xyxy=(486,1514,693,1666)
lead-col4: किसी अमेरिकी कर्मी को नुकसान नहीं पहुंचा। अमेरिका के अनुसार, उसके बलों ने इसके बाद खार्ग द्वीप के पास एमटी काउनी और जासक के पास एमटी स्टार्क-1 को स्थायी रूप से निष्क्रिय कर दिया। xyxy=(1242,253,1530,320)
brief-portrait-photo xyxy=(6,669,241,785)
